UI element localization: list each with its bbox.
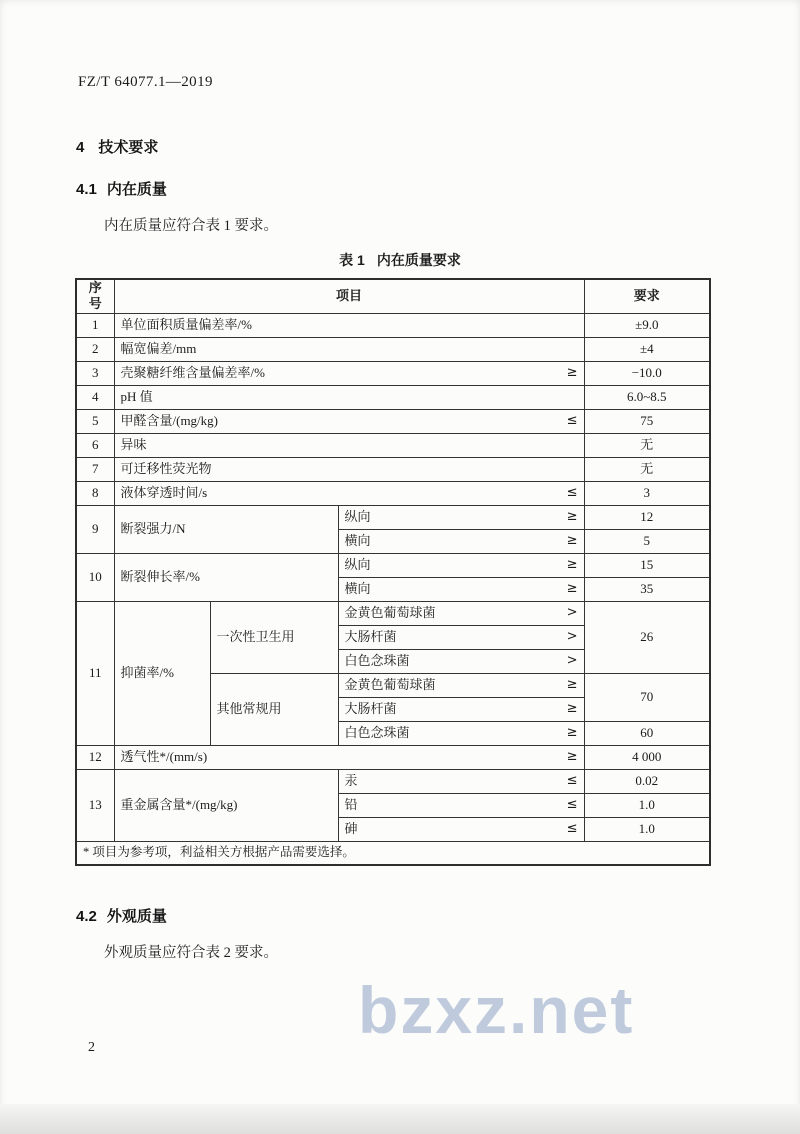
section-4-2-number: 4.2	[76, 908, 97, 925]
item-cell	[114, 361, 584, 385]
item-cell: 抑菌率/%	[114, 601, 210, 745]
page-number: 2	[88, 1040, 95, 1055]
item-cell	[114, 433, 584, 457]
bacteria-label: 白色念珠菌	[344, 724, 410, 740]
item-cell	[114, 313, 584, 337]
sub-item-label: 汞	[344, 772, 358, 788]
bacteria-cell	[338, 625, 584, 649]
sub-item-label: 横向	[344, 580, 371, 596]
bacteria-cell	[338, 601, 584, 625]
comparison-symbol: >	[566, 652, 578, 668]
item-label: 液体穿透时间/s	[120, 484, 208, 500]
sub-item-cell	[338, 769, 584, 793]
comparison-symbol: ≥	[566, 364, 578, 380]
section-4-2-heading	[76, 905, 167, 926]
sub-item-label: 纵向	[344, 556, 371, 572]
requirement-cell: 12	[584, 505, 710, 529]
item-label: pH 值	[120, 388, 153, 404]
item-cell	[114, 409, 584, 433]
serial-cell: 11	[76, 601, 114, 745]
table1-caption-title: 内在质量要求	[376, 252, 461, 268]
sub-item-label: 横向	[344, 532, 371, 548]
table1	[75, 278, 711, 866]
bacteria-label: 白色念珠菌	[344, 652, 410, 668]
scan-edge-bottom	[0, 1104, 800, 1134]
item-cell	[114, 337, 584, 361]
bacteria-cell	[338, 697, 584, 721]
requirement-cell: 70	[584, 673, 710, 721]
sub-item-label: 砷	[344, 820, 358, 836]
requirement-cell: ±4	[584, 337, 710, 361]
item-label: 透气性*/(mm/s)	[120, 748, 208, 764]
serial-cell: 4	[76, 385, 114, 409]
table-row	[76, 601, 710, 625]
requirement-cell: 1.0	[584, 817, 710, 841]
table1-container	[75, 278, 711, 866]
comparison-symbol: >	[566, 628, 578, 644]
usage-type-cell: 其他常规用	[210, 673, 338, 745]
doc-code: FZ/T 64077.1—2019	[78, 74, 213, 90]
comparison-symbol: ≤	[566, 484, 578, 500]
table-row	[76, 553, 710, 577]
bacteria-label: 大肠杆菌	[344, 628, 397, 644]
item-label: 单位面积质量偏差率/%	[120, 316, 252, 332]
comparison-symbol: ≤	[566, 412, 578, 428]
table-row	[76, 745, 710, 769]
requirement-cell: ±9.0	[584, 313, 710, 337]
col-header-serial: 序号	[76, 279, 114, 313]
serial-cell: 9	[76, 505, 114, 553]
table-row	[76, 361, 710, 385]
item-label: 壳聚糖纤维含量偏差率/%	[120, 364, 265, 380]
comparison-symbol: ≤	[566, 796, 578, 812]
bacteria-label: 大肠杆菌	[344, 700, 397, 716]
sub-item-cell	[338, 505, 584, 529]
requirement-cell: −10.0	[584, 361, 710, 385]
requirement-cell: 5	[584, 529, 710, 553]
col-header-requirement: 要求	[584, 279, 710, 313]
section-4-1-paragraph: 内在质量应符合表 1 要求。	[104, 218, 278, 234]
serial-cell: 10	[76, 553, 114, 601]
table-row	[76, 769, 710, 793]
sub-item-cell	[338, 817, 584, 841]
table-row	[76, 409, 710, 433]
comparison-symbol: ≥	[566, 724, 578, 740]
requirement-cell: 75	[584, 409, 710, 433]
comparison-symbol: ≥	[566, 580, 578, 596]
item-cell	[114, 457, 584, 481]
watermark: bzxz.net	[358, 973, 635, 1047]
sub-item-cell	[338, 553, 584, 577]
bacteria-label: 金黄色葡萄球菌	[344, 676, 436, 692]
section-4-heading	[76, 136, 158, 157]
comparison-symbol: ≥	[566, 700, 578, 716]
comparison-symbol: ≥	[566, 532, 578, 548]
section-4-2-title: 外观质量	[106, 908, 167, 925]
comparison-symbol: ≤	[566, 820, 578, 836]
comparison-symbol: ≥	[566, 508, 578, 524]
section-4-2-paragraph: 外观质量应符合表 2 要求。	[104, 945, 278, 961]
section-4-number: 4	[76, 139, 85, 156]
item-cell	[114, 481, 584, 505]
requirement-cell: 0.02	[584, 769, 710, 793]
bacteria-cell	[338, 649, 584, 673]
item-cell: 断裂伸长率/%	[114, 553, 338, 601]
item-label: 异味	[120, 436, 147, 452]
usage-type-cell: 一次性卫生用	[210, 601, 338, 673]
section-4-title: 技术要求	[98, 139, 159, 156]
table-row	[76, 457, 710, 481]
requirement-cell: 3	[584, 481, 710, 505]
requirement-cell: 1.0	[584, 793, 710, 817]
section-4-1-title: 内在质量	[106, 181, 167, 198]
serial-cell: 1	[76, 313, 114, 337]
sub-item-label: 纵向	[344, 508, 371, 524]
col-header-item: 项目	[114, 279, 584, 313]
section-4-1-heading	[76, 178, 167, 199]
table-row	[76, 385, 710, 409]
item-label: 甲醛含量/(mg/kg)	[120, 412, 218, 428]
sub-item-cell	[338, 529, 584, 553]
item-label: 幅宽偏差/mm	[120, 340, 197, 356]
bacteria-label: 金黄色葡萄球菌	[344, 604, 436, 620]
table-row	[76, 505, 710, 529]
serial-cell: 8	[76, 481, 114, 505]
requirement-cell: 60	[584, 721, 710, 745]
bacteria-cell	[338, 721, 584, 745]
table-row	[76, 433, 710, 457]
table-row	[76, 481, 710, 505]
item-cell	[114, 385, 584, 409]
table1-caption-label: 表 1	[339, 252, 365, 268]
serial-cell: 12	[76, 745, 114, 769]
table-footnote-row	[76, 841, 710, 865]
comparison-symbol: ≤	[566, 772, 578, 788]
requirement-cell: 4 000	[584, 745, 710, 769]
item-cell: 重金属含量*/(mg/kg)	[114, 769, 338, 841]
requirement-cell: 无	[584, 433, 710, 457]
item-label: 可迁移性荧光物	[120, 460, 212, 476]
bacteria-cell	[338, 673, 584, 697]
sub-item-cell	[338, 577, 584, 601]
section-4-1-number: 4.1	[76, 181, 97, 198]
requirement-cell: 35	[584, 577, 710, 601]
serial-cell: 7	[76, 457, 114, 481]
comparison-symbol: ≥	[566, 676, 578, 692]
requirement-cell: 26	[584, 601, 710, 673]
serial-cell: 3	[76, 361, 114, 385]
serial-cell: 2	[76, 337, 114, 361]
requirement-cell: 6.0~8.5	[584, 385, 710, 409]
table1-caption	[0, 250, 800, 270]
serial-cell: 5	[76, 409, 114, 433]
table-footnote: * 项目为参考项，利益相关方根据产品需要选择。	[76, 841, 710, 865]
table-header-row	[76, 279, 710, 313]
table-row	[76, 313, 710, 337]
item-cell	[114, 745, 584, 769]
requirement-cell: 无	[584, 457, 710, 481]
serial-cell: 6	[76, 433, 114, 457]
comparison-symbol: ≥	[566, 556, 578, 572]
requirement-cell: 15	[584, 553, 710, 577]
sub-item-cell	[338, 793, 584, 817]
item-cell: 断裂强力/N	[114, 505, 338, 553]
comparison-symbol: ≥	[566, 748, 578, 764]
sub-item-label: 铅	[344, 796, 358, 812]
table-row	[76, 337, 710, 361]
comparison-symbol: >	[566, 604, 578, 620]
serial-cell: 13	[76, 769, 114, 841]
